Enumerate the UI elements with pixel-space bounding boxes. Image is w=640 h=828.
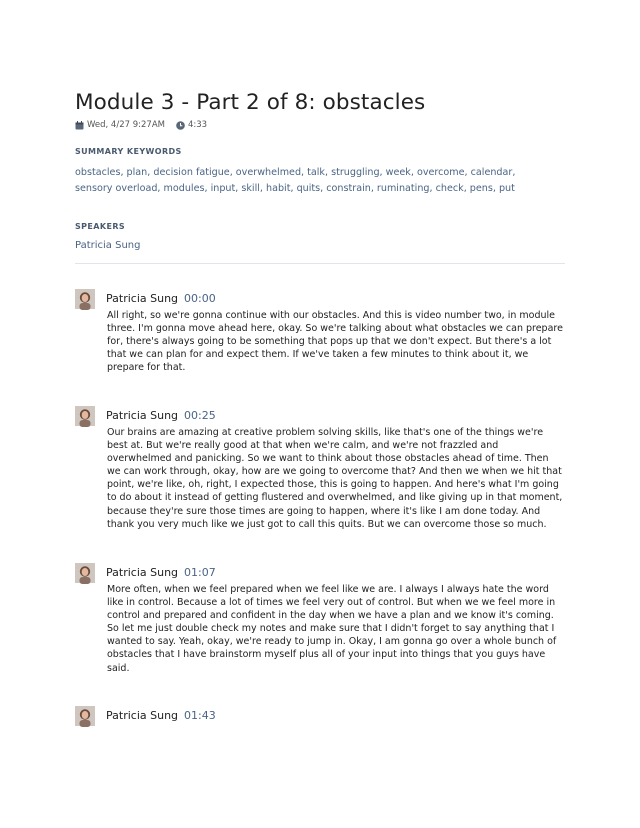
speaker-line [106, 292, 216, 305]
meta-date: Wed, 4/27 9:27AM [87, 120, 165, 130]
speaker-line [106, 409, 216, 422]
speaker-line [106, 566, 216, 579]
speaker-name: Patricia Sung [106, 409, 179, 422]
speaker-avatar [75, 289, 95, 309]
speaker-name: Patricia Sung [106, 292, 179, 305]
speaker-name: Patricia Sung [106, 709, 179, 722]
page-title: Module 3 - Part 2 of 8: obstacles [75, 90, 426, 115]
summary-keywords-label: SUMMARY KEYWORDS [75, 147, 182, 156]
timestamp[interactable]: 01:07 [184, 566, 216, 579]
timestamp[interactable]: 00:00 [184, 292, 216, 305]
speaker-line [106, 709, 216, 722]
meta-duration: 4:33 [187, 120, 208, 130]
speaker-name: Patricia Sung [106, 566, 179, 579]
summary-keywords: obstacles, plan, decision fatigue, overwhelmed, talk, struggling, week, overcome, calendar, sensory overload, modules, input, skill, habit, quits, constrain, ruminating, check, pens, put [75, 167, 516, 194]
speaker-avatar [75, 406, 95, 426]
calendar-icon [75, 121, 84, 130]
clock-icon [176, 121, 185, 130]
meta-row [75, 120, 207, 130]
transcript-text: More often, when we feel prepared when we feel like we are. I always I always hate the word like in control. Because a lot of times we feel very out of control. But when we we feel more in control and prepared and confident in the day when we have a plan and we know it's coming. So let me just double check my notes and make sure that I didn't forget to say anything that I wanted to say. Yeah, okay, we're ready to jump in. Okay, I am gonna go over a whole bunch of obstacles that I have brainstorm myself plus all of your input into things that you guys have said. [107, 584, 557, 674]
timestamp[interactable]: 00:25 [184, 409, 216, 422]
speaker-avatar [75, 563, 95, 583]
transcript-text: All right, so we're gonna continue with our obstacles. And this is video number two, in module three. I'm gonna move ahead here, okay. So we're talking about what obstacles we can prepare for, there's always going to be something that pops up that we don't expect. But there's a lot that we can plan for and expect them. If we've taken a few minutes to think about it, we prepare for that. [107, 310, 563, 374]
speakers-list: Patricia Sung [75, 240, 141, 251]
transcript-text: Our brains are amazing at creative problem solving skills, like that's one of the things we're best at. But we're really good at that when we're calm, and we're not frazzled and overwhelmed and panicking. So we want to think about those obstacles ahead of time. Then we can work through, okay, how are we going to overcome that? And then we when we hit that point, we're like, oh, right, I expected those, this is going to happen. And here's what I'm going to do about it instead of getting flustered and overwhelmed, and like giving up in that moment, because they're sure those times are going to happen, where it's like I am done today. And thank you very much like we just got to call this quits. But we can overcome those so much. [107, 427, 563, 530]
speakers-label: SPEAKERS [75, 222, 126, 231]
speaker-avatar [75, 706, 95, 726]
timestamp[interactable]: 01:43 [184, 709, 216, 722]
section-divider [75, 263, 565, 264]
